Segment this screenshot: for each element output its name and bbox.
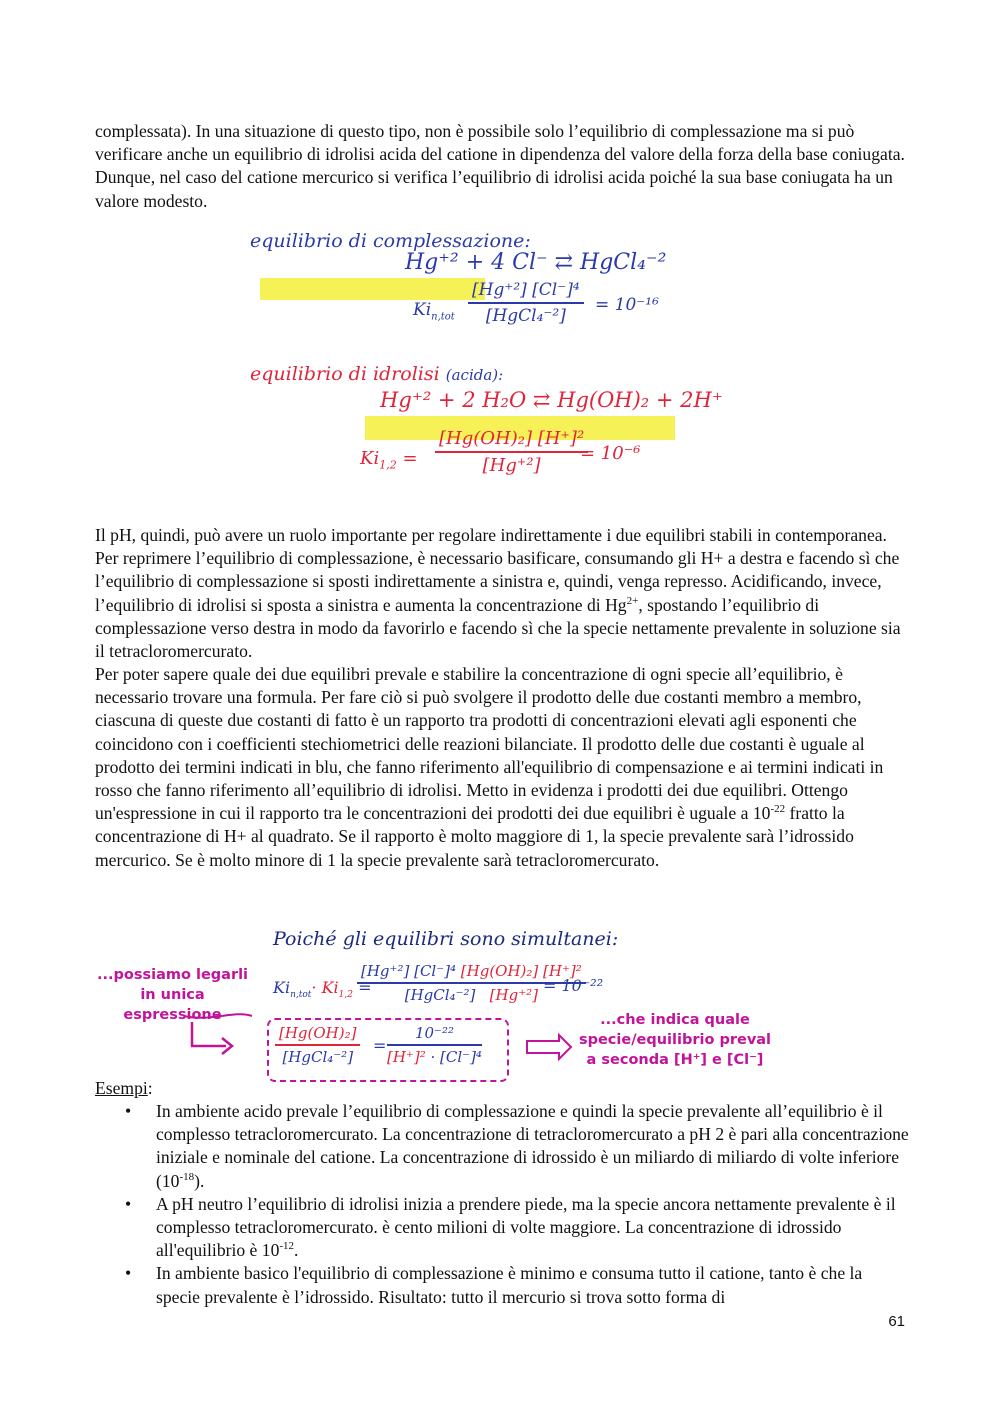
- ki12-subscript: 1,2: [379, 458, 397, 472]
- ki12-value: = 10⁻⁶: [580, 443, 641, 464]
- list-item: [95, 1193, 910, 1263]
- hydrolysis-reaction: Hg⁺² + 2 H₂O ⇄ Hg(OH)₂ + 2H⁺: [380, 388, 723, 412]
- example-2-tail: .: [294, 1240, 299, 1261]
- list-item: [95, 1100, 910, 1193]
- intro-paragraph: complessata). In una situazione di questo tipo, non è possibile solo l’equilibrio di complessazione ma si può verificare anche un equilibrio di idrolisi acida del catione in dipendenza del valore della forza della base coniugata. Dunque, nel caso del catione mercurico si verifica l’equilibrio di idrolisi acida poiché la sua base coniugata ha un valore modesto.: [95, 121, 905, 211]
- complexation-title: equilibrio di complessazione:: [250, 230, 531, 252]
- ki12-denominator: [Hg⁺²]: [482, 455, 541, 476]
- list-item: [95, 1262, 910, 1308]
- body-paragraph-2: [95, 663, 910, 872]
- ratio-numerator: [Hg(OH)₂]: [275, 1024, 360, 1046]
- kin-tot-value: = 10⁻¹⁶: [595, 295, 659, 315]
- examples-heading-colon: :: [147, 1078, 153, 1098]
- exponent-minus-22: -22: [770, 803, 786, 816]
- hydrolysis-title-text: equilibrio di idrolisi: [250, 363, 440, 385]
- kin-tot-symbol: Ki: [413, 300, 432, 320]
- k-product-sub-1: n,tot: [290, 990, 312, 1001]
- ki12-equals: =: [402, 448, 418, 469]
- k-product-num-blue: [Hg⁺²] [Cl⁻]⁴: [361, 962, 456, 980]
- ki12-label: [360, 448, 418, 472]
- examples-list: [95, 1100, 910, 1309]
- highlight-complexation: [260, 278, 485, 300]
- k-product-value: = 10⁻²²: [543, 976, 604, 995]
- left-note-line-2: in unica espressione: [123, 987, 222, 1023]
- k-product-den-red: [Hg⁺²]: [489, 986, 538, 1004]
- ratio-fraction: [275, 1024, 360, 1066]
- complexation-reaction: Hg⁺² + 4 Cl⁻ ⇄ HgCl₄⁻²: [405, 250, 667, 275]
- body-paragraph-1-text: Il pH, quindi, può avere un ruolo importante per regolare indirettamente i due equilibri stabili in contemporanea. Per reprimere l’equilibrio di complessazione, è necessario basificare, consumando gli H+ a destra e facendo sì che l’equilibrio di complessazione si sposti indirettamente a sinistra e, quindi, venga represso. Acidificando, invece, l’equilibrio di idrolisi si sposta a sinistra e aumenta la concentrazione di Hg: [95, 525, 900, 615]
- body-paragraph-2-text: Per poter sapere quale dei due equilibri prevale e stabilire la concentrazione di ogni specie all’equilibrio, è necessario trovare una formula. Per fare ciò si può svolgere il prodotto delle due costanti membro a membro, ciascuna di queste due costanti di fatto è un rapporto tra prodotti di concentrazioni elevati agli esponenti che coincidono con i coefficienti stechiometrici delle reazioni bilanciate. Il prodotto delle due costanti è uguale al prodotto dei termini indicati in blu, che fanno riferimento all'equilibrio di compensazione e ai termini indicati in rosso che fanno riferimento all’equilibrio di idrolisi. Metto in evidenza i prodotti dei due equilibri. Ottengo un'espressione in cui il rapporto tra le concentrazioni dei prodotti dei due equilibri è uguale a 10: [95, 664, 884, 824]
- ratio-rhs-den-blue: · [Cl⁻]⁴: [430, 1048, 482, 1066]
- simultaneous-title: Poiché gli equilibri sono simultanei:: [273, 928, 619, 950]
- ratio-rhs-denominator: [387, 1046, 482, 1066]
- examples-heading-text: Esempi: [95, 1078, 148, 1098]
- examples-heading: [95, 1077, 910, 1100]
- example-2-text: A pH neutro l’equilibrio di idrolisi inizia a prendere piede, ma la specie ancora nettamente prevalente è il complesso tetracloromercurato. è cento milioni di volte maggiore. La concentrazione di idrossido all'equilibrio è 10: [156, 1193, 896, 1261]
- body-paragraph-2-tail: fratto la concentrazione di H+ al quadrato. Se il rapporto è molto maggiore di 1, la specie prevalente sarà l’idrossido mercurico. Se è molto minore di 1 la specie prevalente sarà tetracloromercurato.: [95, 803, 854, 870]
- right-note: [575, 1010, 775, 1070]
- right-note-line-2: specie/equilibrio preval: [578, 1032, 772, 1048]
- kin-tot-label: [413, 300, 455, 322]
- combined-expression-figure: [95, 910, 775, 1080]
- example-1-text: In ambiente acido prevale l’equilibrio di complessazione e quindi la specie prevalente all’equilibrio è il complesso tetracloromercurato. La concentrazione di tetracloromercurato a pH 2 è pari alla concentrazione iniziale e nominale del catione. La concentrazione di idrossido è un miliardo di miliardo di volte inferiore (10: [156, 1101, 909, 1191]
- ratio-denominator: [HgCl₄⁻²]: [282, 1048, 354, 1066]
- page-number: 61: [888, 1313, 905, 1330]
- example-2-sup: -12: [279, 1240, 295, 1253]
- hydrolysis-title-paren: (acida):: [445, 366, 504, 384]
- bullet: •: [125, 1263, 132, 1284]
- body-paragraph-1: [95, 524, 910, 663]
- ratio-equals: =: [373, 1036, 387, 1055]
- k-product-sub-2: 1,2: [338, 990, 353, 1001]
- kin-tot-fraction: [468, 280, 584, 326]
- bullet: •: [125, 1101, 132, 1121]
- ki12-fraction: [435, 428, 588, 476]
- example-1-sup: -18: [179, 1170, 195, 1183]
- k-product-mid: · Ki: [311, 978, 339, 997]
- ratio-rhs-numerator: 10⁻²²: [387, 1024, 482, 1046]
- ki12-numerator: [Hg(OH)₂] [H⁺]²: [435, 428, 588, 453]
- example-1-tail: ).: [194, 1170, 205, 1191]
- bullet: •: [125, 1193, 132, 1214]
- k-product-symbol: Ki: [273, 978, 291, 997]
- right-note-line-3: a seconda [H⁺] e [Cl⁻]: [586, 1052, 764, 1068]
- ratio-rhs-fraction: [387, 1024, 482, 1066]
- hydrolysis-title: [250, 363, 503, 385]
- ki12-symbol: Ki: [360, 448, 380, 469]
- right-arrow: [525, 1032, 575, 1062]
- example-3-text: In ambiente basico l'equilibrio di complessazione è minimo e consuma tutto il catione, tanto è che la specie prevalente è l’idrossido. Risultato: tutto il mercurio si trova sotto forma di: [156, 1263, 863, 1307]
- left-arrow: [180, 1008, 260, 1068]
- k-product-num-red: [Hg(OH)₂] [H⁺]²: [460, 962, 582, 980]
- kin-tot-subscript: n,tot: [431, 311, 455, 323]
- kin-tot-denominator: [HgCl₄⁻²]: [485, 306, 566, 326]
- body-paragraph-1-tail: , spostando l’equilibrio di complessazione verso destra in modo da favorirlo e facendo sì che la specie nettamente prevalente in soluzione sia il tetracloromercurato.: [95, 594, 901, 662]
- hg-charge: 2+: [626, 594, 639, 607]
- ratio-rhs-den-red: [H⁺]²: [387, 1048, 426, 1066]
- right-note-line-1: ...che indica quale: [600, 1012, 750, 1028]
- equilibria-figure: [240, 228, 760, 500]
- left-note-line-1: ...possiamo legarli: [96, 967, 249, 983]
- k-product-equals: =: [358, 978, 372, 997]
- k-product-den-blue: [HgCl₄⁻²]: [404, 986, 476, 1004]
- kin-tot-numerator: [Hg⁺²] [Cl⁻]⁴: [468, 280, 584, 304]
